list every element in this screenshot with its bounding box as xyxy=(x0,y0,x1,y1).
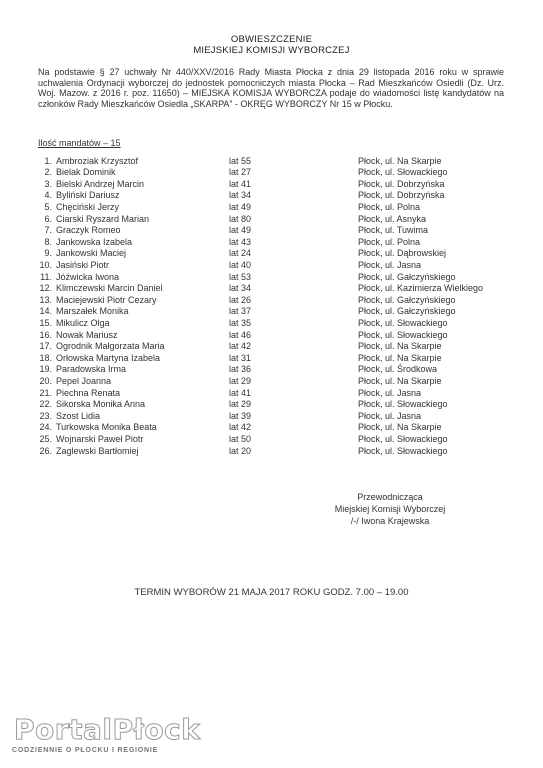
candidate-address: Płock, ul. Gałczyńskiego xyxy=(358,294,456,305)
candidate-name: Graczyk Romeo xyxy=(56,225,121,236)
candidate-number: 3. xyxy=(44,178,52,189)
candidate-age: lat 34 xyxy=(229,283,252,294)
candidate-address: Płock, ul. Gałczyńskiego xyxy=(358,306,456,317)
candidate-name: Klimczewski Marcin Daniel xyxy=(56,283,163,294)
signature-name: /-/ Iwona Krajewska xyxy=(350,516,430,526)
candidate-number: 25. xyxy=(39,433,52,444)
candidate-age: lat 41 xyxy=(229,178,252,189)
candidate-number: 20. xyxy=(39,375,52,386)
candidate-age: lat 42 xyxy=(229,341,252,352)
candidate-name: Byliński Dariusz xyxy=(56,190,120,201)
candidate-number: 11. xyxy=(40,271,52,282)
candidate-row xyxy=(0,446,543,457)
candidate-age: lat 29 xyxy=(229,399,252,410)
candidate-address: Płock, ul. Słowackiego xyxy=(358,399,448,410)
watermark-tagline: CODZIENNIE O PŁOCKU I REGIONIE xyxy=(12,747,159,754)
candidate-age: lat 26 xyxy=(229,294,252,305)
candidate-name: Paradowska Irma xyxy=(56,364,127,375)
candidate-name: Ogrodnik Małgorzata Maria xyxy=(56,341,165,352)
candidate-address: Płock, ul. Polna xyxy=(358,201,421,212)
candidate-name: Turkowska Monika Beata xyxy=(56,422,157,433)
candidate-number: 1. xyxy=(44,155,52,166)
candidate-name: Bielak Dominik xyxy=(56,167,116,178)
candidate-name: Jankowski Maciej xyxy=(56,248,127,259)
candidate-age: lat 34 xyxy=(229,190,252,201)
candidate-row xyxy=(0,388,543,399)
candidate-name: Jankowska Izabela xyxy=(56,236,133,247)
candidate-row xyxy=(0,225,543,236)
candidate-name: Orłowska Martyna Izabela xyxy=(56,352,161,363)
candidate-address: Płock, ul. Słowackiego xyxy=(358,317,448,328)
candidate-address: Płock, ul. Na Skarpie xyxy=(358,375,442,386)
watermark-brand: PortalPłock xyxy=(14,713,201,746)
candidate-age: lat 41 xyxy=(229,387,252,398)
document-subtitle: MIEJSKIEJ KOMISJI WYBORCZEJ xyxy=(193,45,350,56)
candidate-row xyxy=(0,179,543,190)
candidate-age: lat 36 xyxy=(229,364,252,375)
candidate-address: Płock, ul. Jasna xyxy=(358,387,422,398)
candidate-age: lat 29 xyxy=(229,375,252,386)
candidate-name: Nowak Mariusz xyxy=(56,329,118,340)
candidate-address: Płock, ul. Jasna xyxy=(358,410,422,421)
candidate-address: Płock, ul. Słowackiego xyxy=(358,167,448,178)
candidate-row xyxy=(0,248,543,259)
candidate-name: Wojnarski Paweł Piotr xyxy=(56,433,144,444)
candidate-address: Płock, ul. Na Skarpie xyxy=(358,422,442,433)
candidate-number: 17. xyxy=(39,341,52,352)
candidate-address: Płock, ul. Gałczyńskiego xyxy=(358,271,456,282)
candidate-age: lat 24 xyxy=(229,248,252,259)
signature-role: Przewodnicząca xyxy=(357,492,423,502)
candidate-number: 8. xyxy=(44,236,52,247)
candidate-age: lat 49 xyxy=(229,225,252,236)
candidate-number: 12. xyxy=(39,283,52,294)
candidate-address: Płock, ul. Słowackiego xyxy=(358,445,448,456)
candidate-address: Płock, ul. Na Skarpie xyxy=(358,155,442,166)
candidate-number: 24. xyxy=(39,422,52,433)
candidate-name: Mikulicz Olga xyxy=(56,317,110,328)
candidate-number: 7. xyxy=(44,225,52,236)
candidate-address: Płock, ul. Polna xyxy=(358,236,421,247)
candidate-number: 9. xyxy=(44,248,52,259)
candidate-number: 21. xyxy=(39,387,52,398)
candidate-row xyxy=(0,353,543,364)
candidate-row xyxy=(0,295,543,306)
candidate-name: Bielski Andrzej Marcin xyxy=(56,178,145,189)
candidate-row xyxy=(0,272,543,283)
candidate-age: lat 20 xyxy=(229,445,252,456)
candidate-age: lat 42 xyxy=(229,422,252,433)
candidate-name: Pepel Joanna xyxy=(56,375,112,386)
candidate-row xyxy=(0,167,543,178)
candidate-number: 13. xyxy=(39,294,52,305)
intro-paragraph: Na podstawie § 27 uchwały Nr 440/XXV/2016 Rady Miasta Płocka z dnia 29 listopada 2016 roku w sprawie uchwalenia Ordynacji wyborczej do jednostek pomocniczych miasta Płocka – Rad Mieszkańców Osiedli (Dz. Urz. Woj. Mazow. z 2016 r. poz. 11650) – MIEJSKA KOMISJA WYBORCZA podaje do wiadomości listę kandydatów na członków Rady Mieszkańców Osiedla „SKARPA” - OKRĘG WYBORCZY Nr 15 w Płocku. xyxy=(38,67,504,109)
candidate-address: Płock, ul. Na Skarpie xyxy=(358,352,442,363)
candidate-name: Szost Lidia xyxy=(56,410,101,421)
candidate-row xyxy=(0,190,543,201)
candidate-row xyxy=(0,283,543,294)
candidate-address: Płock, ul. Dąbrowskiej xyxy=(358,248,447,259)
candidate-name: Piechna Renata xyxy=(56,387,121,398)
candidate-number: 4. xyxy=(44,190,52,201)
candidate-name: Jóźwicka Iwona xyxy=(56,271,120,282)
election-term: TERMIN WYBORÓW 21 MAJA 2017 ROKU GODZ. 7.00 – 19.00 xyxy=(134,587,409,598)
candidate-number: 2. xyxy=(44,167,52,178)
candidate-number: 18. xyxy=(39,352,52,363)
candidate-address: Płock, ul. Kazimierza Wielkiego xyxy=(358,283,484,294)
candidate-age: lat 49 xyxy=(229,201,252,212)
candidate-row xyxy=(0,306,543,317)
candidate-age: lat 39 xyxy=(229,410,252,421)
candidate-row xyxy=(0,330,543,341)
candidate-age: lat 37 xyxy=(229,306,252,317)
candidate-age: lat 80 xyxy=(229,213,252,224)
candidate-name: Chęciński Jerzy xyxy=(56,201,120,212)
candidate-age: lat 40 xyxy=(229,259,252,270)
candidate-number: 14. xyxy=(39,306,52,317)
candidate-row xyxy=(0,202,543,213)
candidate-address: Płock, ul. Słowackiego xyxy=(358,329,448,340)
candidate-age: lat 53 xyxy=(229,271,252,282)
candidate-row xyxy=(0,341,543,352)
candidate-number: 10. xyxy=(39,259,52,270)
candidate-row xyxy=(0,156,543,167)
candidate-age: lat 43 xyxy=(229,236,252,247)
signature-body: Miejskiej Komisji Wyborczej xyxy=(334,504,446,514)
candidate-row xyxy=(0,434,543,445)
candidate-name: Ciarski Ryszard Marian xyxy=(56,213,150,224)
candidate-row xyxy=(0,237,543,248)
candidate-address: Płock, ul. Jasna xyxy=(358,259,422,270)
candidate-name: Sikorska Monika Anna xyxy=(56,399,146,410)
candidate-row xyxy=(0,411,543,422)
candidate-name: Ambroziak Krzysztof xyxy=(56,155,139,166)
candidate-name: Zaglewski Bartłomiej xyxy=(56,445,139,456)
candidate-age: lat 50 xyxy=(229,433,252,444)
candidate-address: Płock, ul. Słowackiego xyxy=(358,433,448,444)
candidate-name: Marszałek Monika xyxy=(56,306,129,317)
candidate-row xyxy=(0,318,543,329)
candidate-age: lat 27 xyxy=(229,167,252,178)
candidate-row xyxy=(0,376,543,387)
candidate-age: lat 46 xyxy=(229,329,252,340)
candidate-address: Płock, ul. Asnyka xyxy=(358,213,427,224)
candidate-number: 26. xyxy=(39,445,52,456)
candidate-age: lat 35 xyxy=(229,317,252,328)
candidate-address: Płock, ul. Dobrzyńska xyxy=(358,178,445,189)
candidate-address: Płock, ul. Na Skarpie xyxy=(358,341,442,352)
candidate-address: Płock, ul. Dobrzyńska xyxy=(358,190,445,201)
candidate-age: lat 55 xyxy=(229,155,252,166)
candidate-address: Płock, ul. Środkowa xyxy=(358,364,438,375)
candidate-address: Płock, ul. Tuwima xyxy=(358,225,429,236)
candidate-row xyxy=(0,214,543,225)
candidate-row xyxy=(0,260,543,271)
candidate-number: 6. xyxy=(44,213,52,224)
candidate-number: 23. xyxy=(39,410,52,421)
candidate-row xyxy=(0,399,543,410)
candidate-number: 16. xyxy=(39,329,52,340)
mandates-count: Ilość mandatów – 15 xyxy=(38,138,121,148)
candidate-number: 22. xyxy=(39,399,52,410)
candidate-number: 5. xyxy=(44,201,52,212)
document-title: OBWIESZCZENIE xyxy=(230,34,313,45)
candidate-age: lat 31 xyxy=(229,352,252,363)
candidate-row xyxy=(0,422,543,433)
candidate-number: 15. xyxy=(39,317,52,328)
portal-plock-watermark xyxy=(6,713,201,765)
candidate-name: Jasiński Piotr xyxy=(56,259,110,270)
candidate-number: 19. xyxy=(39,364,52,375)
candidate-row xyxy=(0,364,543,375)
candidate-name: Maciejewski Piotr Cezary xyxy=(56,294,157,305)
